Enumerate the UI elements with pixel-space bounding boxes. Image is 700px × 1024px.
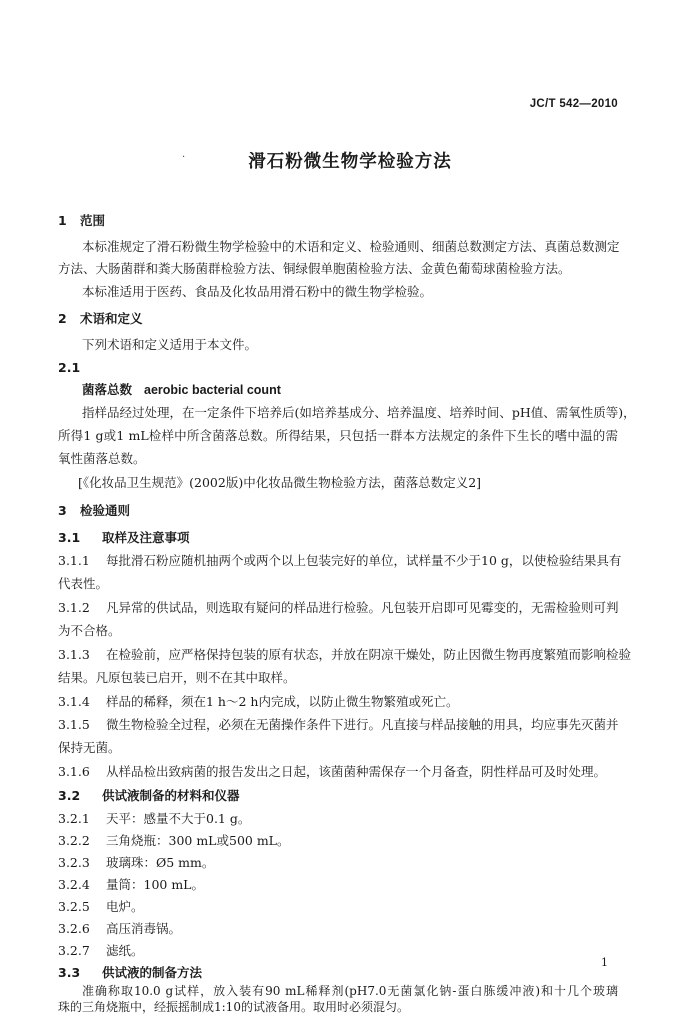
subsection-3-1-heading — [58, 530, 190, 545]
material-text: 滤纸。 — [106, 943, 144, 958]
term-english: aerobic bacterial count — [144, 383, 281, 397]
clause-3-1-2-line-1 — [58, 600, 618, 615]
clause-number: 3.2.4 — [58, 877, 90, 892]
section-number: 2 — [58, 311, 67, 326]
definition-source: [《化妆品卫生规范》(2002版)中化妆品微生物检验方法，菌落总数定义2] — [78, 475, 482, 490]
clause-number: 3.2.2 — [58, 833, 90, 848]
clause-text: 在检验前，应严格保持包装的原有状态，并放在阴凉干燥处，防止因微生物再度繁殖而影响检验 — [106, 647, 632, 662]
material-item — [58, 943, 144, 958]
subsection-number: 3.2 — [58, 788, 81, 803]
clause-number: 3.1.6 — [58, 764, 90, 779]
clause-number: 3.1.5 — [58, 717, 90, 732]
clause-2-1: 2.1 — [58, 360, 81, 375]
clause-text: 样品的稀释，须在1 h～2 h内完成，以防止微生物繁殖或死亡。 — [106, 694, 459, 709]
clause-3-1-4 — [58, 694, 458, 709]
document-title: 滑石粉微生物学检验方法 — [248, 152, 452, 172]
clause-text: 每批滑石粉应随机抽两个或两个以上包装完好的单位，试样量不少于10 g，以使检验结果具有 — [106, 553, 622, 568]
clause-3-1-1-line-1 — [58, 553, 622, 568]
clause-3-1-5-line-1 — [58, 717, 618, 732]
section-title: 术语和定义 — [80, 311, 143, 326]
material-text: 高压消毒锅。 — [106, 921, 182, 936]
clause-3-1-3-line-2: 结果。凡原包装已启开，则不在其中取样。 — [58, 670, 296, 685]
definition-line-2: 所得1 g或1 mL检样中所含菌落总数。所得结果，只包括一群本方法规定的条件下生长的嗜中温的需 — [58, 428, 618, 443]
section-1-para-1-line-2: 方法、大肠菌群和粪大肠菌群检验方法、铜绿假单胞菌检验方法、金黄色葡萄球菌检验方法。 — [58, 261, 571, 276]
section-1-heading — [58, 213, 105, 228]
term-chinese: 菌落总数 — [82, 382, 133, 397]
subsection-number: 3.1 — [58, 530, 81, 545]
clause-3-1-5-line-2: 保持无菌。 — [58, 740, 121, 755]
section-number: 1 — [58, 213, 67, 228]
clause-number: 3.1.1 — [58, 553, 90, 568]
term-entry — [82, 382, 281, 398]
clause-number: 3.2.1 — [58, 811, 90, 826]
clause-number: 3.1.2 — [58, 600, 90, 615]
clause-text: 微生物检验全过程，必须在无菌操作条件下进行。凡直接与样品接触的用具，均应事先灭菌并 — [106, 717, 619, 732]
clause-number: 3.2.5 — [58, 899, 90, 914]
subsection-title: 供试液制备的材料和仪器 — [102, 788, 240, 803]
clause-number: 3.1.4 — [58, 694, 90, 709]
section-number: 3 — [58, 503, 67, 518]
clause-3-1-3-line-1 — [58, 647, 632, 662]
section-3-heading — [58, 503, 130, 518]
section-1-para-1-line-1: 本标准规定了滑石粉微生物学检验中的术语和定义、检验通则、细菌总数测定方法、真菌总数测定 — [82, 239, 620, 254]
material-item — [58, 921, 181, 936]
subsection-3-3-line-1: 准确称取10.0 g试样，放入装有90 mL稀释剂(pH7.0无菌氯化钠-蛋白胨缓冲液)和十几个玻璃 — [82, 984, 618, 998]
material-item — [58, 899, 144, 914]
clause-3-1-2-line-2: 为不合格。 — [58, 623, 121, 638]
section-title: 检验通则 — [80, 503, 131, 518]
subsection-number: 3.3 — [58, 965, 81, 980]
clause-number: 3.2.3 — [58, 855, 90, 870]
material-text: 玻璃珠：Ø5 mm。 — [106, 855, 215, 870]
clause-text: 从样品检出致病菌的报告发出之日起，该菌菌种需保存一个月备查，阴性样品可及时处理。 — [106, 764, 607, 779]
clause-number: 3.1.3 — [58, 647, 90, 662]
definition-line-1: 指样品经过处理，在一定条件下培养后(如培养基成分、培养温度、培养时间、pH值、需氧性质等)， — [82, 405, 636, 420]
section-title: 范围 — [80, 213, 106, 228]
section-2-heading — [58, 311, 143, 326]
clause-text: 凡异常的供试品，则选取有疑问的样品进行检验。凡包装开启即可见霉变的，无需检验则可判 — [106, 600, 619, 615]
standard-code: JC/T 542—2010 — [529, 98, 618, 110]
subsection-title: 取样及注意事项 — [102, 530, 190, 545]
subsection-3-3-heading — [58, 965, 202, 980]
clause-number: 3.2.7 — [58, 943, 90, 958]
material-item — [58, 855, 214, 870]
subsection-3-3-line-2: 珠的三角烧瓶中，经振摇制成1:10的试液备用。取用时必须混匀。 — [58, 1000, 409, 1014]
material-item — [58, 833, 289, 848]
page-number: 1 — [601, 956, 608, 969]
section-2-intro: 下列术语和定义适用于本文件。 — [82, 337, 258, 352]
material-item — [58, 877, 204, 892]
subsection-title: 供试液的制备方法 — [102, 965, 203, 980]
definition-line-3: 氧性菌落总数。 — [58, 451, 146, 466]
clause-number: 3.2.6 — [58, 921, 90, 936]
material-text: 三角烧瓶：300 mL或500 mL。 — [106, 833, 290, 848]
material-text: 量筒：100 mL。 — [106, 877, 204, 892]
material-text: 天平：感量不大于0.1 g。 — [106, 811, 251, 826]
decorative-dot: · — [182, 152, 186, 163]
section-1-para-2: 本标准适用于医药、食品及化妆品用滑石粉中的微生物学检验。 — [82, 284, 433, 299]
subsection-3-2-heading — [58, 788, 240, 803]
clause-3-1-6 — [58, 764, 606, 779]
material-item — [58, 811, 250, 826]
material-text: 电炉。 — [106, 899, 144, 914]
clause-3-1-1-line-2: 代表性。 — [58, 576, 109, 591]
